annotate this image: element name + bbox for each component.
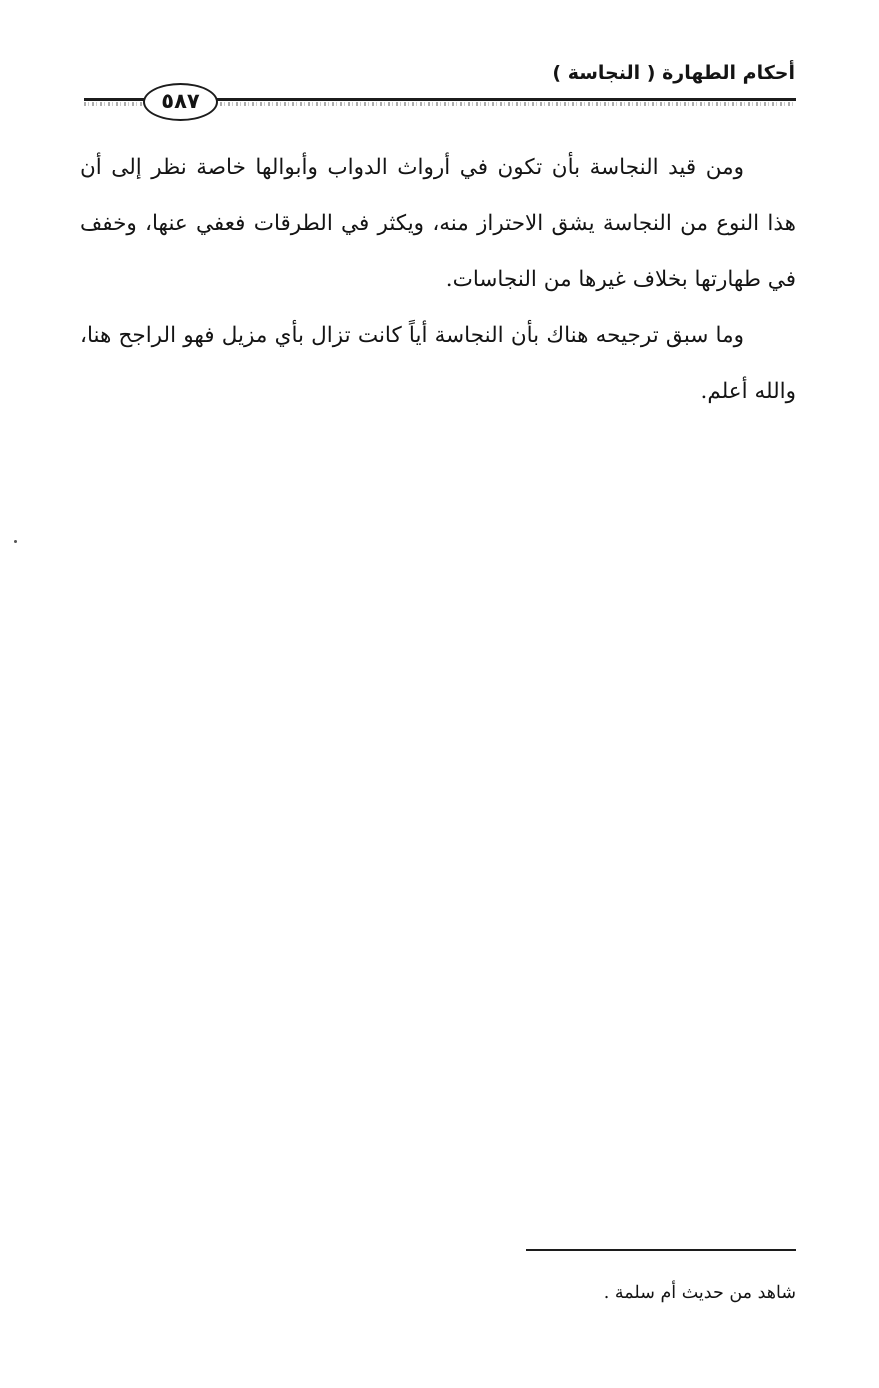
scan-speck [14,540,17,543]
main-text [80,140,796,420]
paragraph-2: وما سبق ترجيحه هناك بأن النجاسة أياً كانت تزال بأي مزيل فهو الراجح هنا، والله أعلم. [80,323,796,404]
page-number-badge: ٥٨٧ [143,83,218,121]
running-header-title: أحكام الطهارة ( النجاسة ) [552,62,795,84]
footnote-separator [526,1249,796,1251]
paragraph-1: ومن قيد النجاسة بأن تكون في أرواث الدواب وأبوالها خاصة نظر إلى أن هذا النوع من النجاسة يشق الاحتراز منه، ويكثر في الطرقات فعفي عنها، وخفف في طهارتها بخلاف غيرها من النجاسات. [80,155,796,292]
footnote-text: شاهد من حديث أم سلمة . [603,1283,796,1303]
